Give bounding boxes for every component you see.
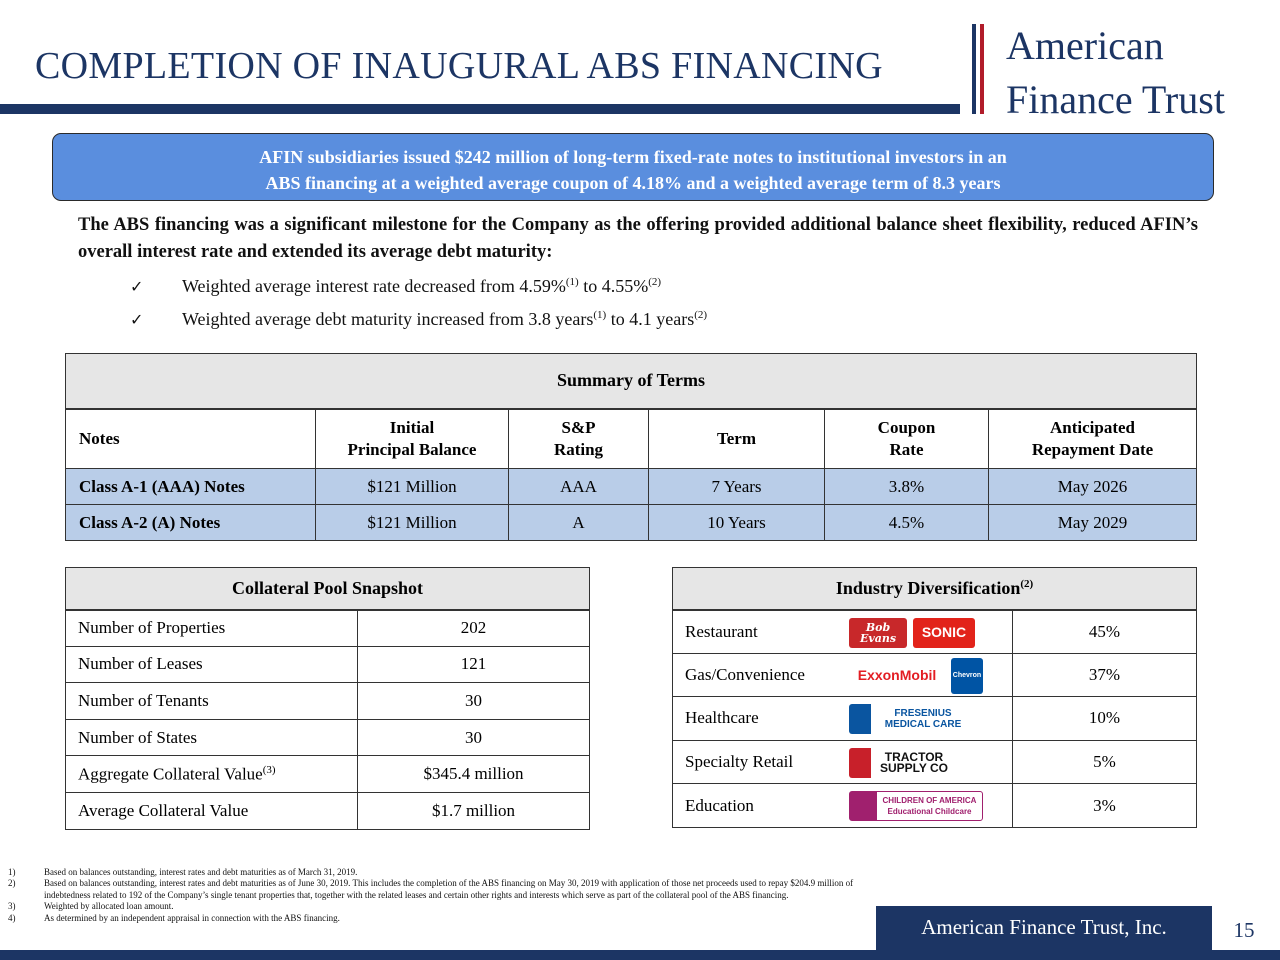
sonic-logo: SONIC (913, 618, 975, 648)
col-header-repayment: Anticipated Repayment Date (989, 409, 1197, 469)
chevron-logo: Chevron (951, 658, 983, 694)
bullet-list (130, 276, 707, 342)
pool-value: $1.7 million (358, 792, 590, 829)
title-underline (0, 104, 960, 114)
logo-bar-red (980, 24, 984, 114)
bob-evans-logo: Bob Evans (849, 618, 907, 648)
bullet-text: to 4.1 years (606, 309, 695, 329)
footnotes (8, 867, 868, 924)
industry-label: Gas/Convenience ExxonMobil Chevron (673, 653, 1013, 697)
footnote-ref: (2) (648, 276, 662, 288)
logo-text-finance-trust: Finance Trust (1006, 77, 1225, 122)
table-row (66, 505, 1197, 541)
summary-callout (52, 133, 1214, 201)
pool-label: Average Collateral Value (66, 792, 358, 829)
cell-term: 10 Years (649, 505, 825, 541)
bullet-text: Weighted average interest rate decreased from 4.59% (182, 276, 566, 296)
industry-label: Healthcare FRESENIUS MEDICAL CARE (673, 697, 1013, 741)
industry-diversification-table (672, 567, 1197, 828)
logo-text-american: American (1006, 23, 1164, 68)
industry-percent: 45% (1013, 610, 1197, 654)
col-header-balance: Initial Principal Balance (316, 409, 509, 469)
bullet-text: to 4.55% (578, 276, 649, 296)
page-title: COMPLETION OF INAUGURAL ABS FINANCING (35, 45, 883, 87)
logo-bar-blue (972, 24, 976, 114)
industry-label: Restaurant Bob Evans SONIC (673, 610, 1013, 654)
footnote-ref: (2) (694, 309, 708, 321)
footer-company-name: American Finance Trust, Inc. (876, 906, 1212, 950)
cell-notes: Class A-2 (A) Notes (66, 505, 316, 541)
cell-coupon: 3.8% (825, 469, 989, 505)
exxonmobil-logo: ExxonMobil (849, 665, 945, 687)
industry-percent: 37% (1013, 653, 1197, 697)
cell-notes: Class A-1 (AAA) Notes (66, 469, 316, 505)
table-row (66, 683, 590, 720)
cell-balance: $121 Million (316, 469, 509, 505)
table-row (66, 719, 590, 756)
footnote-ref: (2) (1020, 577, 1034, 590)
cell-rating: A (509, 505, 649, 541)
footnote: 3) Weighted by allocated loan amount. (8, 901, 174, 912)
table-row (66, 792, 590, 829)
industry-label: Education CHILDREN OF AMERICA Educational Childcare (673, 784, 1013, 828)
footnote: 1) Based on balances outstanding, interest rates and debt maturities as of March 31, 2019. (8, 867, 358, 877)
industry-label: Specialty Retail TRACTOR SUPPLY CO (673, 740, 1013, 784)
table-row (66, 646, 590, 683)
bullet-interest-rate (130, 276, 707, 309)
table-row (673, 610, 1197, 654)
table-row (66, 756, 590, 793)
cell-coupon: 4.5% (825, 505, 989, 541)
footnote: 4) As determined by an independent appraisal in connection with the ABS financing. (8, 912, 340, 923)
pool-value: $345.4 million (358, 756, 590, 793)
table-row (66, 610, 590, 647)
terms-caption: Summary of Terms (66, 354, 1197, 409)
terms-header-row (66, 409, 1197, 469)
intro-paragraph: The ABS financing was a significant milestone for the Company as the offering provided additional balance sheet flexibility, reduced AFIN’s overall interest rate and extended its average debt maturity: (78, 215, 1198, 262)
footnote-ref: (1) (593, 309, 607, 321)
industry-percent: 5% (1013, 740, 1197, 784)
collateral-pool-table (65, 567, 590, 830)
pool-caption: Collateral Pool Snapshot (66, 568, 590, 610)
table-row (673, 697, 1197, 741)
callout-line-1: AFIN subsidiaries issued $242 million of long-term fixed-rate notes to institutional investors in an (259, 147, 1007, 167)
page-number: 15 (1233, 918, 1255, 942)
cell-balance: $121 Million (316, 505, 509, 541)
industry-percent: 10% (1013, 697, 1197, 741)
pool-value: 30 (358, 683, 590, 720)
pool-label: Number of States (66, 719, 358, 756)
bullet-text: Weighted average debt maturity increased from 3.8 years (182, 309, 594, 329)
pool-value: 30 (358, 719, 590, 756)
cell-rating: AAA (509, 469, 649, 505)
pool-value: 202 (358, 610, 590, 647)
pool-label: Number of Tenants (66, 683, 358, 720)
col-header-rating: S&P Rating (509, 409, 649, 469)
bullet-debt-maturity (130, 309, 707, 342)
pool-value: 121 (358, 646, 590, 683)
table-row (673, 740, 1197, 784)
col-header-coupon: Coupon Rate (825, 409, 989, 469)
bottom-rule (0, 950, 1280, 960)
company-logo (968, 22, 1268, 122)
cell-term: 7 Years (649, 469, 825, 505)
tractor-supply-logo: TRACTOR SUPPLY CO (849, 748, 957, 778)
pool-label: Number of Leases (66, 646, 358, 683)
fresenius-logo: FRESENIUS MEDICAL CARE (849, 704, 979, 734)
pool-label: Number of Properties (66, 610, 358, 647)
checkmark-icon: ✓ (130, 277, 144, 296)
children-of-america-logo: CHILDREN OF AMERICA Educational Childcare (849, 791, 983, 821)
cell-repayment: May 2026 (989, 469, 1197, 505)
industry-caption: Industry Diversification$^{(2)}$ (673, 568, 1197, 610)
footnote-ref: (1) (565, 276, 579, 288)
table-row (66, 469, 1197, 505)
table-row (673, 653, 1197, 697)
pool-label: Aggregate Collateral Value$^{(3)}$ (66, 756, 358, 793)
callout-line-2: ABS financing at a weighted average coupon of 4.18% and a weighted average term of 8.3 years (265, 173, 1001, 193)
footnote-ref: (3) (262, 763, 276, 776)
industry-percent: 3% (1013, 784, 1197, 828)
table-row (673, 784, 1197, 828)
col-header-term: Term (649, 409, 825, 469)
footnote: 2) Based on balances outstanding, interest rates and debt maturities as of June 30, 2019. This includes the completion of the ABS financing on May 30, 2019 with application of those net proceeds used to repay $204.9 million of indebtedness related to 192 of the Company’s single tenant properties that, together with the related leases and certain other rights and interests which serve as part of the collateral pool of the ABS financing. (8, 878, 854, 900)
col-header-notes: Notes (66, 409, 316, 469)
cell-repayment: May 2029 (989, 505, 1197, 541)
checkmark-icon: ✓ (130, 310, 144, 329)
summary-of-terms-table (65, 353, 1197, 541)
